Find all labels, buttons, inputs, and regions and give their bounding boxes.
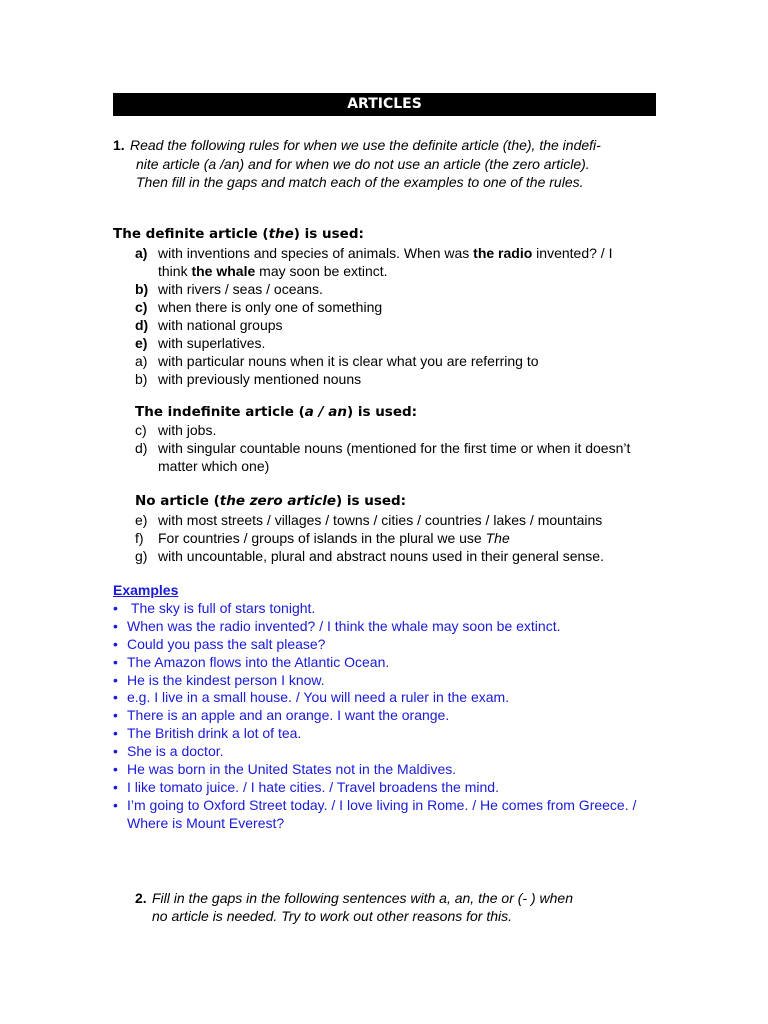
example-item [113,743,653,761]
rule-text: with uncountable, plural and abstract nouns used in their general sense. [158,548,604,564]
example-item [113,600,653,618]
rule-letter: a) [135,353,148,369]
bullet-icon: • [113,689,118,706]
example-item [113,618,653,636]
bullet-icon: • [113,599,118,616]
rule-item [135,529,665,547]
rule-letter: f) [135,530,144,546]
rule-item [135,280,665,298]
example-text: e.g. I live in a small house. / You will need a ruler in the exam. [127,689,510,706]
example-text: He was born in the United States not in the Maldives. [127,761,457,778]
rule-item [135,316,665,334]
instruction-line: Read the following rules for when we use the definite article (the), the indefi- [130,137,601,153]
zero-article-heading: No article (the zero article) is used: [135,493,407,509]
rule-letter: d) [135,317,149,333]
bullet-icon: • [113,725,118,742]
examples-list [113,600,653,833]
definite-rules-list [135,244,665,388]
rule-item [135,244,665,280]
question-number: 1. [113,137,125,153]
rule-text: when there is only one of something [158,299,383,315]
instruction-line: Then fill in the gaps and match each of the examples to one of the rules. [136,174,584,190]
page-title: ARTICLES [113,93,656,116]
instructions-2 [135,889,655,925]
rule-item [135,511,665,529]
instruction-line: no article is needed. Try to work out other reasons for this. [152,908,513,924]
rule-text: with national groups [158,317,283,333]
example-item [113,689,653,707]
rule-text: with jobs. [158,422,217,438]
example-item [113,761,653,779]
bullet-icon: • [113,617,118,634]
rule-text: For countries / groups of islands in the plural we use The [158,530,510,546]
zero-rules-list [135,511,665,565]
example-text: When was the radio invented? / I think the whale may soon be extinct. [127,617,561,634]
rule-item [135,334,665,352]
rule-item [135,298,665,316]
rule-item [135,547,665,565]
bullet-icon: • [113,761,118,778]
examples-heading: Examples [113,582,179,598]
example-item [113,636,653,654]
example-text: Could you pass the salt please? [127,635,326,652]
example-item [113,779,653,797]
rule-letter: b) [135,281,149,297]
example-text: The sky is full of stars tonight. [127,599,316,616]
bullet-icon: • [113,743,118,760]
example-text: There is an apple and an orange. I want the orange. [127,707,450,724]
rule-text: with singular countable nouns (mentioned for the first time or when it doesn’t matter which one) [158,440,631,474]
example-text: The British drink a lot of tea. [127,725,302,742]
rule-item [135,439,635,475]
example-text: The Amazon flows into the Atlantic Ocean. [127,653,390,670]
bullet-icon: • [113,796,118,813]
question-number: 2. [135,890,147,906]
example-text: I’m going to Oxford Street today. / I love living in Rome. / He comes from Greece. / Where is Mount Everest? [127,796,641,831]
instruction-line: Fill in the gaps in the following sentences with a, an, the or (- ) when [152,890,573,906]
rule-text: with particular nouns when it is clear what you are referring to [158,353,539,369]
rule-letter: d) [135,440,148,456]
rule-letter: e) [135,512,148,528]
example-item [113,672,653,690]
rule-letter: g) [135,548,148,564]
rule-letter: a) [135,245,148,261]
examples-section [113,582,653,833]
rule-item [135,352,665,370]
rule-letter: b) [135,371,148,387]
rule-text: with inventions and species of animals. When was the radio invented? / I think the whale may soon be extinct. [158,245,613,279]
rule-text: with superlatives. [158,335,266,351]
rule-item [135,370,665,388]
bullet-icon: • [113,635,118,652]
indefinite-article-heading: The indefinite article (a / an) is used: [135,404,418,420]
example-item [113,725,653,743]
example-text: He is the kindest person I know. [127,671,325,688]
rule-text: with most streets / villages / towns / cities / countries / lakes / mountains [158,512,603,528]
instruction-line: nite article (a /an) and for when we do not use an article (the zero article). [136,155,590,172]
example-item [113,797,653,833]
rule-text: with rivers / seas / oceans. [158,281,323,297]
rule-item [135,421,635,439]
rule-letter: c) [135,299,148,315]
example-text: I like tomato juice. / I hate cities. / Travel broadens the mind. [127,778,499,795]
example-item [113,707,653,725]
instructions-1 [113,136,653,192]
definite-article-heading: The definite article (the) is used: [113,226,364,242]
indefinite-rules-list [135,421,635,475]
bullet-icon: • [113,707,118,724]
rule-letter: c) [135,422,147,438]
example-item [113,654,653,672]
bullet-icon: • [113,653,118,670]
rule-text: with previously mentioned nouns [158,371,362,387]
rule-letter: e) [135,335,148,351]
example-text: She is a doctor. [127,743,224,760]
bullet-icon: • [113,671,118,688]
bullet-icon: • [113,778,118,795]
